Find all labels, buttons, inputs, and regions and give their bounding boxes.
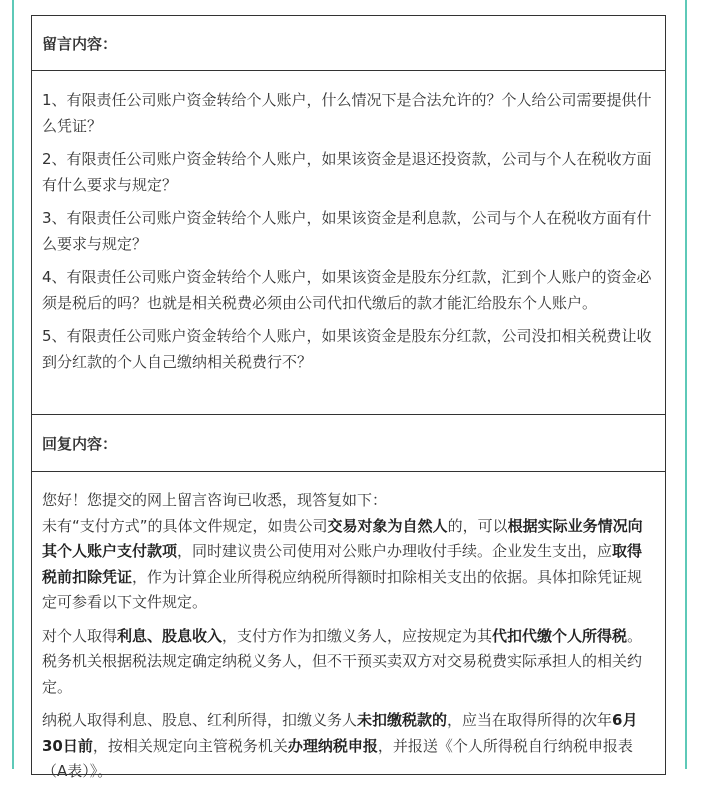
- text: 的，可以: [447, 516, 508, 535]
- question-2: 2、有限责任公司账户资金转给个人账户，如果该资金是退还投资款，公司与个人在税收方面有什么要求与规定？: [42, 150, 652, 194]
- bold-text: 代扣代缴个人所得税: [492, 626, 628, 645]
- text: ，支付方作为扣缴义务人，应按规定为其: [222, 626, 493, 645]
- bold-text: 办理纳税申报: [287, 736, 378, 755]
- bold-text: 未扣缴税款的: [357, 711, 448, 729]
- question-5: 5、有限责任公司账户资金转给个人账户，如果该资金是股东分红款，公司没扣相关税费让收到分红款的个人自己缴纳相关税费行不？: [42, 327, 652, 371]
- bold-text: 6月30日前: [42, 711, 638, 755]
- reply-paragraph-3: [42, 708, 655, 785]
- text: 。税务机关根据税法规定确定纳税义务人，但不干预买卖双方对交易税费实际承担人的相关约定。: [42, 626, 643, 696]
- bold-text: 根据实际业务情况向其个人账户支付款项: [42, 516, 643, 560]
- question-4: 4、有限责任公司账户资金转给个人账户，如果该资金是股东分红款，汇到个人账户的资金必须是税后的吗？也就是相关税费必须由公司代扣代缴后的款才能汇给股东个人账户。: [42, 268, 652, 312]
- question-1: 1、有限责任公司账户资金转给个人账户，什么情况下是合法允许的？个人给公司需要提供什么凭证？: [42, 91, 652, 135]
- bold-text: 利息、股息收入: [117, 626, 223, 645]
- text: 纳税人取得利息、股息、红利所得，扣缴义务人: [42, 711, 358, 729]
- text: ，并报送《个人所得税自行纳税申报表（A表）》。: [42, 736, 633, 780]
- reply-greeting: 您好！您提交的网上留言咨询已收悉，现答复如下：: [42, 491, 388, 509]
- text: ，按相关规定向主管税务机关: [92, 736, 288, 755]
- question-3: 3、有限责任公司账户资金转给个人账户，如果该资金是利息款，公司与个人在税收方面有什么要求与规定？: [42, 209, 652, 253]
- bold-text: 交易对象为自然人: [327, 516, 448, 535]
- text: ，应当在取得所得的次年: [447, 711, 613, 729]
- text: 未有“支付方式”的具体文件规定，如贵公司: [42, 516, 328, 535]
- reply-content: [32, 472, 665, 785]
- message-content: [32, 71, 665, 415]
- reply-paragraph-2: [42, 624, 655, 701]
- text: ，同时建议贵公司使用对公账户办理收付手续。企业发生支出，应: [177, 542, 613, 560]
- qa-table: [31, 15, 666, 780]
- bold-text: 取得税前扣除凭证: [42, 542, 643, 586]
- message-header: 留言内容：: [32, 16, 665, 71]
- text: 对个人取得: [42, 626, 118, 645]
- reply-header: 回复内容：: [32, 415, 665, 472]
- reply-paragraph-1: [42, 514, 655, 616]
- text: ，作为计算企业所得税应纳税所得额时扣除相关支出的依据。具体扣除凭证规定可参看以下文件规定。: [42, 567, 643, 611]
